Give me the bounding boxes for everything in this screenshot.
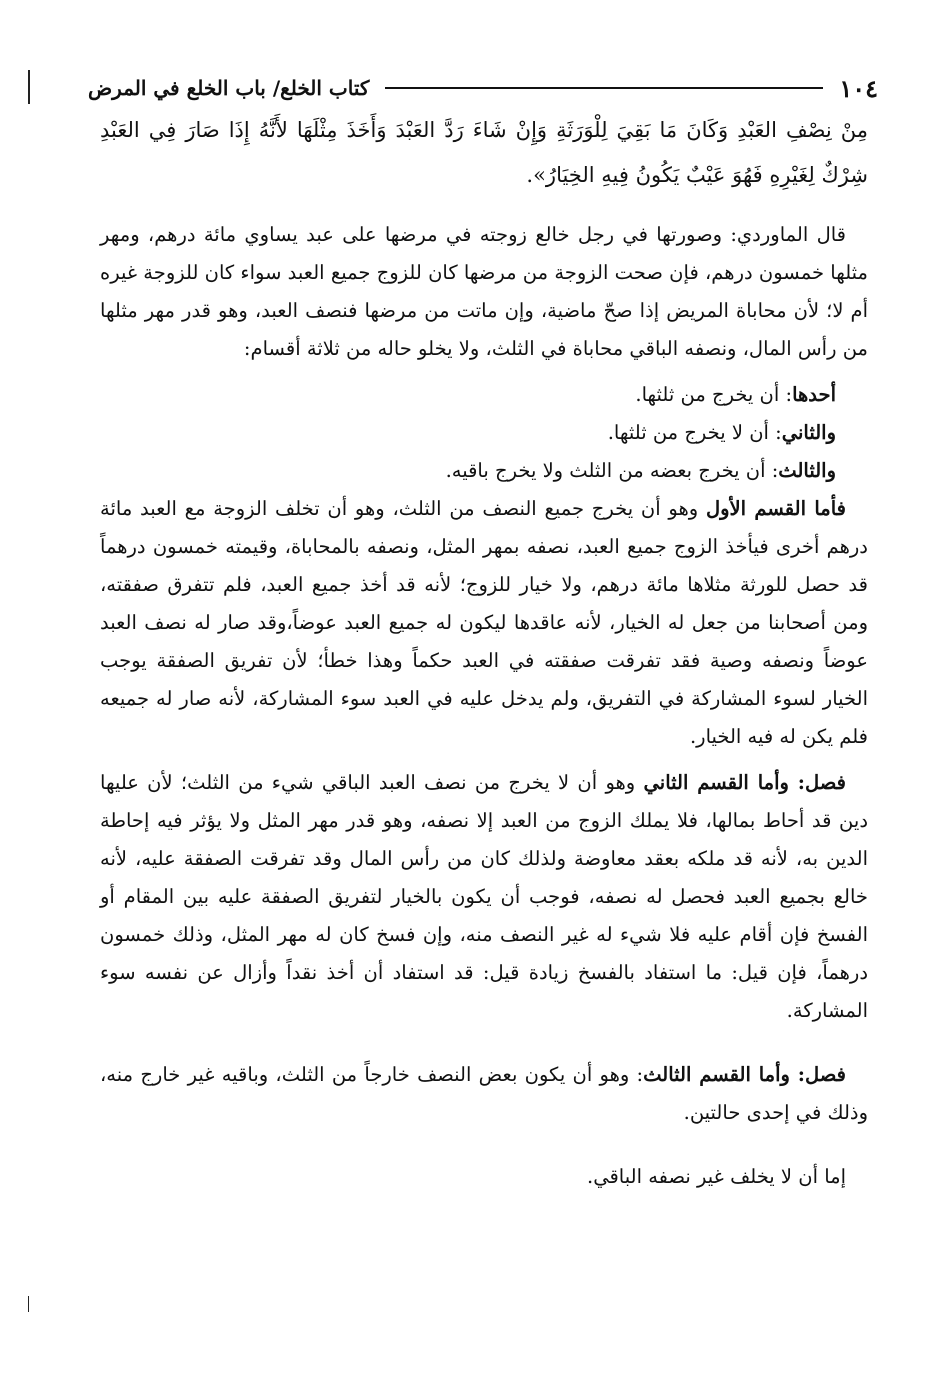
section-3-paragraph [100,1056,868,1132]
scan-edge-mark-bottom [28,1296,29,1312]
spacer [100,1132,868,1158]
page-body [100,108,868,1196]
section-2-heading: فصل: وأما القسم الثاني [643,771,847,794]
division-item-2 [100,414,868,452]
division-text: : أن لا يخرج من ثلثها. [607,421,782,444]
spacer [100,756,868,764]
division-text: : أن يخرج بعضه من الثلث ولا يخرج باقيه. [445,459,779,482]
section-3-heading: فصل: وأما القسم الثالث [643,1063,846,1086]
running-title: كتاب الخلع/ باب الخلع في المرض [88,76,370,100]
section-1-paragraph [100,490,868,756]
division-text: : أن يخرج من ثلثها. [635,383,793,406]
spacer [100,1030,868,1056]
division-label: أحدها [792,383,836,406]
spacer [100,198,868,216]
case-1-paragraph: إما أن لا يخلف غير نصفه الباقي. [587,1165,846,1188]
scan-edge-mark-top [28,70,30,104]
spacer [100,368,868,376]
section-3-text: : وهو أن يكون بعض النصف خارجاً من الثلث، وباقيه غير خارج منه، وذلك في إحدى حالتين. [100,1063,868,1124]
section-2-text: وهو أن لا يخرج من نصف العبد الباقي شيء من الثلث؛ لأن عليها دين قد أحاط بمالها، فلا يملك الزوج من العبد إلا نصفه، وهو قدر مهر المثل ولا يؤثر فيه إحاطة الدين به، لأنه قد ملكه بعقد معاوضة ولذلك كان من رأس المال وقد تفرقت الصفقة عليه، لأنه خالع بجميع العبد فحصل له نصفه، فوجب أن يكون بالخيار لتفريق الصفقة عليه بين المقام أو الفسخ فإن أقام عليه فلا شيء له غير النصف منه، وإن فسخ كان له مهر المثل، وذلك خمسون درهماً، فإن قيل: ما استفاد بالفسخ زيادة قيل: قد استفاد أن أخذ نقداً وأزال عن نفسه سوء المشاركة. [100,771,868,1022]
section-2-paragraph [100,764,868,1030]
page-number: ١٠٤ [839,73,878,103]
section-1-heading: فأما القسم الأول [705,497,847,520]
header-rule [385,87,823,89]
section-1-text: وهو أن يخرج جميع النصف من الثلث، وهو أن تخلف الزوجة مع العبد مائة درهم أخرى فيأخذ الزوج جميع العبد، نصفه بمهر المثل، ونصفه بالمحاباة، وقيمته خمسون درهماً قد حصل للورثة مثلاها مائة درهم، ولا خيار للزوج؛ لأنه قد أخذ جميع العبد، فلم تتفرق صفقته، ومن أصحابنا من جعل له الخيار، لأنه عاقدها ليكون له جميع العبد عوضاً،وقد صار له نصف العبد عوضاً ونصفه وصية فقد تفرقت صفقته في العبد حكماً وهذا خطأ؛ لأن تفريق الصفقة يوجب الخيار لسوء المشاركة في التفريق، ولم يدخل عليه في العبد سوء المشاركة، لأنه صار له جميعه فلم يكن له فيه الخيار. [100,497,868,748]
division-item-3 [100,452,868,490]
division-label: والثاني [781,421,836,444]
intro-paragraph: قال الماوردي: وصورتها في رجل خالع زوجته في مرضها على عبد يساوي مائة درهم، ومهر مثلها خمسون درهم، فإن صحت الزوجة من مرضها كان للزوج جميع العبد سواء كان للزوجة غيره أم لا؛ لأن محاباة المريض إذا صحّ ماضية، وإن ماتت من مرضها فنصف العبد، وهو قدر مهر مثلها من رأس المال، ونصفه الباقي محاباة في الثلث، ولا يخلو حاله من ثلاثة أقسام: [100,223,868,360]
division-item-1 [100,376,868,414]
quoted-text: مِنْ نِصْفِ العَبْدِ وَكَانَ مَا بَقِيَ لِلْوَرَثَةِ وَإِنْ شَاءَ رَدَّ العَبْدَ وَأَخَذَ مِثْلَهَا لأَنَّهُ إِذَا صَارَ فِي العَبْدِ شِرْكٌ لِغَيْرِهِ فَهُوَ عَيْبٌ يَكُونُ فِيهِ الخِيَارُ». [100,118,868,187]
page-header [88,68,878,108]
division-label: والثالث [778,459,836,482]
